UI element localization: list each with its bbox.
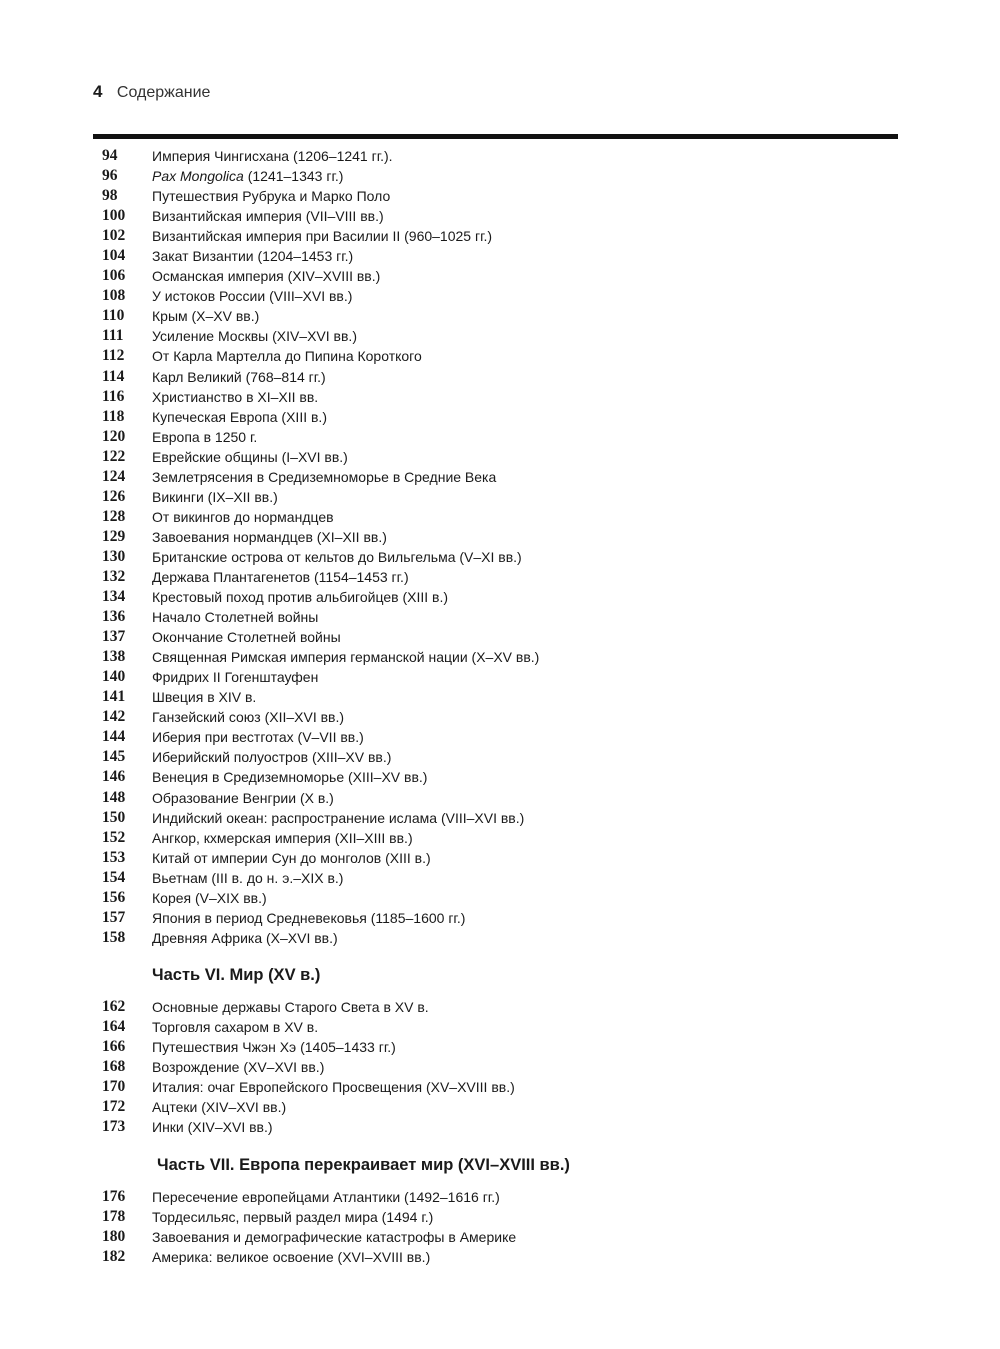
entry-page-number: 129 — [102, 527, 126, 545]
entry-title: Иберия при вестготах (V–VII вв.) — [152, 729, 364, 746]
entry-title: Фридрих II Гогенштауфен — [152, 669, 319, 686]
toc-entry — [0, 997, 1000, 1017]
entry-title: Путешествия Чжэн Хэ (1405–1433 гг.) — [152, 1039, 396, 1056]
toc-entry — [0, 367, 1000, 387]
entry-title: Индийский океан: распространение ислама (VIII–XVI вв.) — [152, 809, 525, 826]
toc-entry — [0, 326, 1000, 346]
entry-page-number: 170 — [102, 1078, 126, 1096]
toc-entry — [0, 1187, 1000, 1207]
entry-page-number: 138 — [102, 648, 126, 666]
toc-entry — [0, 286, 1000, 306]
entry-page-number: 132 — [102, 567, 126, 585]
toc-entry — [0, 467, 1000, 487]
entry-page-number: 116 — [102, 387, 125, 405]
entry-title: Карл Великий (768–814 гг.) — [152, 368, 326, 385]
entry-page-number: 180 — [102, 1228, 126, 1246]
entry-page-number: 118 — [102, 407, 125, 425]
entry-title: Окончание Столетней войны — [152, 629, 341, 646]
entry-page-number: 156 — [102, 888, 126, 906]
toc-entry — [0, 447, 1000, 467]
entry-page-number: 104 — [102, 247, 126, 265]
entry-title-rest: (1241–1343 гг.) — [243, 168, 344, 185]
entry-title: Усиление Москвы (XIV–XVI вв.) — [152, 328, 357, 345]
entry-page-number: 96 — [102, 167, 118, 185]
toc-section — [0, 1187, 1000, 1267]
entry-title: Тордесильяс, первый раздел мира (1494 г.) — [152, 1209, 434, 1226]
entry-title: Инки (XIV–XVI вв.) — [152, 1119, 273, 1136]
toc-entry — [0, 306, 1000, 326]
toc-entry — [0, 226, 1000, 246]
entry-page-number: 162 — [102, 998, 126, 1015]
entry-title: Япония в период Средневековья (1185–1600 гг.) — [152, 909, 466, 926]
entry-page-number: 154 — [102, 868, 126, 886]
entry-title: Венеция в Средиземноморье (XIII–XV вв.) — [152, 769, 428, 786]
toc-entry — [0, 808, 1000, 828]
entry-page-number: 158 — [102, 928, 126, 946]
entry-page-number: 140 — [102, 668, 126, 686]
entry-title: Возрождение (XV–XVI вв.) — [152, 1059, 325, 1076]
toc-entry — [0, 1037, 1000, 1057]
entry-page-number: 144 — [102, 728, 126, 746]
entry-page-number: 148 — [102, 788, 126, 806]
part-heading: Часть VII. Европа перекраивает мир (XVI–XVIII вв.) — [157, 1156, 570, 1174]
toc-entry — [0, 1097, 1000, 1117]
entry-page-number: 137 — [102, 628, 126, 646]
toc-entry — [0, 387, 1000, 407]
entry-page-number: 182 — [102, 1248, 126, 1266]
entry-page-number: 98 — [102, 187, 118, 205]
entry-page-number: 145 — [102, 748, 126, 766]
toc-entry — [0, 647, 1000, 667]
toc-entry — [0, 407, 1000, 427]
entry-title: Османская империя (XIV–XVIII вв.) — [152, 268, 381, 285]
toc-section — [0, 146, 1000, 948]
entry-page-number: 173 — [102, 1118, 126, 1136]
toc-entry — [0, 507, 1000, 527]
part-heading: Часть VI. Мир (XV в.) — [152, 966, 321, 984]
toc-entry — [0, 888, 1000, 908]
toc-entry — [0, 767, 1000, 787]
toc-entry — [0, 727, 1000, 747]
entry-title: Завоевания и демографические катастрофы в Америке — [152, 1229, 517, 1246]
entry-title: Крым (X–XV вв.) — [152, 308, 260, 325]
toc-entry — [0, 627, 1000, 647]
toc-entry — [0, 567, 1000, 587]
entry-title: Закат Византии (1204–1453 гг.) — [152, 248, 354, 265]
entry-page-number: 157 — [102, 908, 126, 926]
toc-entry — [0, 186, 1000, 206]
entry-page-number: 134 — [102, 588, 126, 606]
entry-page-number: 166 — [102, 1038, 126, 1056]
entry-title: Древняя Африка (X–XVI вв.) — [152, 929, 338, 946]
entry-title: Вьетнам (III в. до н. э.–XIX в.) — [152, 869, 344, 886]
entry-title: Британские острова от кельтов до Вильгельма (V–XI вв.) — [152, 548, 522, 565]
entry-title: Основные державы Старого Света в XV в. — [152, 999, 429, 1015]
entry-page-number: 164 — [102, 1018, 126, 1036]
entry-page-number: 152 — [102, 828, 126, 846]
toc-entry — [0, 206, 1000, 226]
entry-page-number: 141 — [102, 688, 126, 706]
entry-page-number: 136 — [102, 608, 126, 626]
toc-entry — [0, 707, 1000, 727]
entry-title: Завоевания нормандцев (XI–XII вв.) — [152, 528, 387, 545]
entry-page-number: 146 — [102, 768, 126, 786]
toc-entry — [0, 1057, 1000, 1077]
entry-page-number: 120 — [102, 427, 126, 445]
entry-page-number: 100 — [102, 207, 126, 225]
entry-title — [152, 166, 343, 186]
entry-page-number: 126 — [102, 487, 126, 505]
entry-page-number: 150 — [102, 808, 126, 826]
entry-page-number: 130 — [102, 547, 126, 565]
header-title: Содержание — [116, 84, 211, 101]
toc-entry — [0, 788, 1000, 808]
toc-entry — [0, 1227, 1000, 1247]
entry-title: Италия: очаг Европейского Просвещения (XV–XVIII вв.) — [152, 1079, 515, 1096]
entry-title: Викинги (IX–XII вв.) — [152, 488, 278, 505]
entry-title: Ангкор, кхмерская империя (XII–XIII вв.) — [152, 829, 413, 846]
entry-title: У истоков России (VIII–XVI вв.) — [152, 288, 353, 305]
entry-page-number: 111 — [102, 327, 124, 345]
toc-entry — [0, 1077, 1000, 1097]
entry-title: Америка: великое освоение (XVI–XVIII вв.) — [152, 1249, 431, 1266]
entry-title: От викингов до нормандцев — [152, 508, 334, 525]
toc-entry — [0, 828, 1000, 848]
toc-entry — [0, 1017, 1000, 1037]
entry-page-number: 128 — [102, 507, 126, 525]
toc-entry — [0, 166, 1000, 186]
entry-title: Христианство в XI–XII вв. — [152, 388, 319, 405]
entry-title: Швеция в XIV в. — [152, 689, 257, 706]
toc-entry — [0, 667, 1000, 687]
toc-section — [0, 997, 1000, 1137]
toc-entry — [0, 266, 1000, 286]
entry-title: Путешествия Рубрука и Марко Поло — [152, 188, 391, 205]
toc-entry — [0, 146, 1000, 166]
toc-entry — [0, 246, 1000, 266]
running-header — [93, 82, 210, 102]
entry-title: Ацтеки (XIV–XVI вв.) — [152, 1099, 287, 1116]
toc-entry — [0, 1117, 1000, 1137]
toc-entry — [0, 928, 1000, 948]
entry-page-number: 178 — [102, 1208, 126, 1226]
entry-page-number: 106 — [102, 267, 126, 285]
entry-page-number: 112 — [102, 347, 125, 365]
entry-title: Начало Столетней войны — [152, 609, 319, 626]
entry-title: Ганзейский союз (XII–XVI вв.) — [152, 709, 345, 726]
entry-page-number: 176 — [102, 1188, 126, 1205]
toc-entry — [0, 1207, 1000, 1227]
entry-page-number: 114 — [102, 367, 125, 385]
entry-page-number: 172 — [102, 1098, 126, 1116]
entry-title: Иберийский полуостров (XIII–XV вв.) — [152, 749, 392, 766]
toc-entry — [0, 908, 1000, 928]
entry-title: Держава Плантагенетов (1154–1453 гг.) — [152, 568, 409, 585]
toc-entry — [0, 587, 1000, 607]
entry-page-number: 153 — [102, 848, 126, 866]
toc-entry — [0, 527, 1000, 547]
toc-entry — [0, 848, 1000, 868]
toc-entry — [0, 547, 1000, 567]
entry-title: Крестовый поход против альбигойцев (XIII в.) — [152, 589, 448, 606]
entry-title: Корея (V–XIX вв.) — [152, 889, 267, 906]
entry-title: Землетрясения в Средиземноморье в Средние Века — [152, 468, 497, 485]
entry-title: Священная Римская империя германской нации (X–XV вв.) — [152, 649, 540, 666]
entry-title: Еврейские общины (I–XVI вв.) — [152, 448, 348, 465]
toc-entry — [0, 346, 1000, 366]
toc-entry — [0, 487, 1000, 507]
entry-page-number: 124 — [102, 467, 126, 485]
toc-entry — [0, 1247, 1000, 1267]
entry-page-number: 168 — [102, 1058, 126, 1076]
toc-entry — [0, 747, 1000, 767]
entry-title: Купеческая Европа (XIII в.) — [152, 408, 327, 425]
header-rule — [93, 134, 898, 139]
entry-title: Торговля сахаром в XV в. — [152, 1019, 319, 1036]
entry-title: Империя Чингисхана (1206–1241 гг.). — [152, 148, 393, 164]
entry-page-number: 102 — [102, 227, 126, 245]
entry-title: Китай от империи Сун до монголов (XIII в.) — [152, 849, 431, 866]
entry-page-number: 108 — [102, 287, 126, 305]
toc-entry — [0, 868, 1000, 888]
entry-title: Европа в 1250 г. — [152, 428, 258, 445]
entry-page-number: 94 — [102, 147, 118, 164]
toc-entry — [0, 607, 1000, 627]
page-number: 4 — [93, 82, 103, 101]
entry-title: Византийская империя при Василии II (960–1025 гг.) — [152, 228, 493, 245]
entry-page-number: 122 — [102, 447, 126, 465]
toc-entry — [0, 687, 1000, 707]
entry-title-italic: Pax Mongolica — [152, 168, 244, 185]
toc-entry — [0, 427, 1000, 447]
entry-title: Пересечение европейцами Атлантики (1492–1616 гг.) — [152, 1189, 500, 1205]
entry-page-number: 110 — [102, 307, 125, 325]
entry-title: От Карла Мартелла до Пипина Короткого — [152, 348, 422, 365]
entry-page-number: 142 — [102, 708, 126, 726]
entry-title: Византийская империя (VII–VIII вв.) — [152, 208, 384, 225]
entry-title: Образование Венгрии (X в.) — [152, 789, 334, 806]
